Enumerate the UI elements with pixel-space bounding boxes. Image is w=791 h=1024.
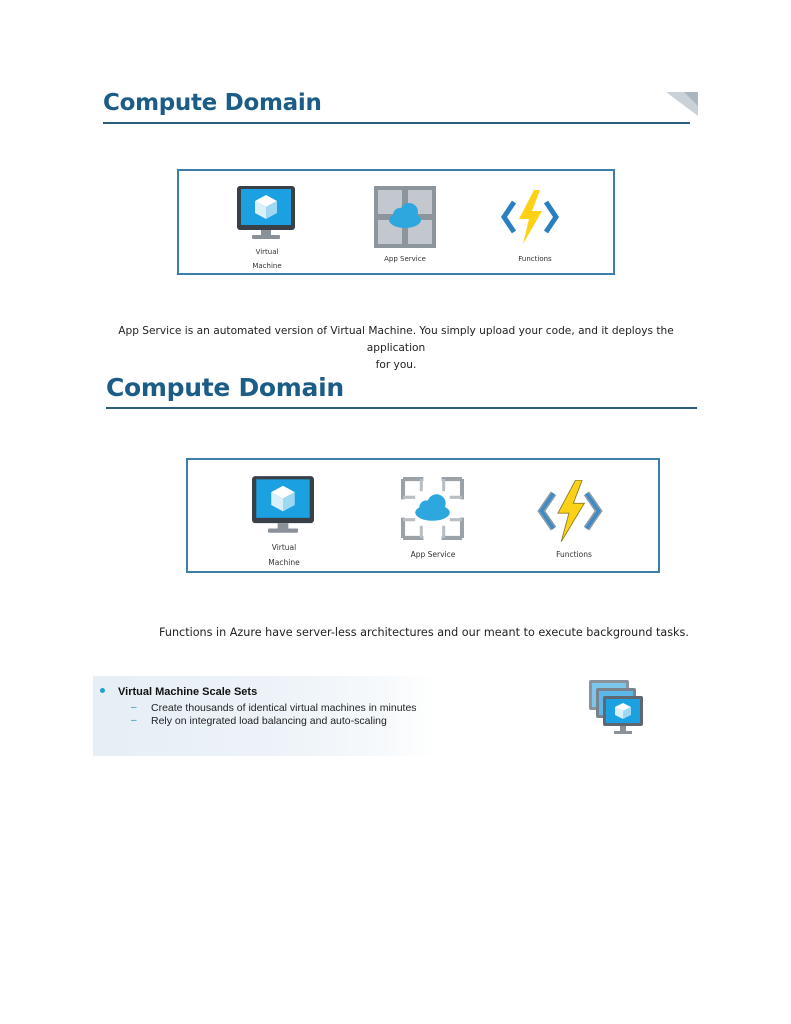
bullet-dot-icon <box>100 688 105 693</box>
app-service-label: App Service <box>384 255 426 263</box>
title-rule <box>103 122 690 124</box>
caption-functions: Functions in Azure have server-less architectures and our meant to execute background tasks. <box>159 626 689 639</box>
app-service-cloud-icon <box>401 477 464 540</box>
monitor-cube-icon <box>237 186 295 240</box>
vmss-point: Create thousands of identical virtual machines in minutes <box>151 702 417 714</box>
dash-icon: – <box>131 702 137 713</box>
corner-decoration <box>640 92 698 116</box>
monitor-cube-icon <box>252 476 314 534</box>
vm-label: Virtual Machine <box>252 248 282 270</box>
caption-app-service: App Service is an automated version of Virtual Machine. You simply upload your code, and it deploys the application for you. <box>118 325 674 371</box>
title-rule-2 <box>106 407 697 409</box>
stacked-monitors-icon <box>589 680 649 740</box>
page-title-2: Compute Domain <box>106 373 344 402</box>
lightning-bolt-icon <box>500 190 560 244</box>
dash-icon: – <box>131 715 137 726</box>
page-title: Compute Domain <box>103 90 322 116</box>
functions-label-2: Functions <box>556 550 592 559</box>
vmss-point: Rely on integrated load balancing and auto-scaling <box>151 715 387 727</box>
vmss-title: Virtual Machine Scale Sets <box>118 686 258 698</box>
app-service-label-2: App Service <box>410 550 456 559</box>
vm-label-2: Virtual Machine <box>268 543 300 567</box>
functions-label: Functions <box>518 255 552 263</box>
app-service-cloud-icon <box>374 186 436 248</box>
lightning-bolt-icon <box>537 480 603 542</box>
